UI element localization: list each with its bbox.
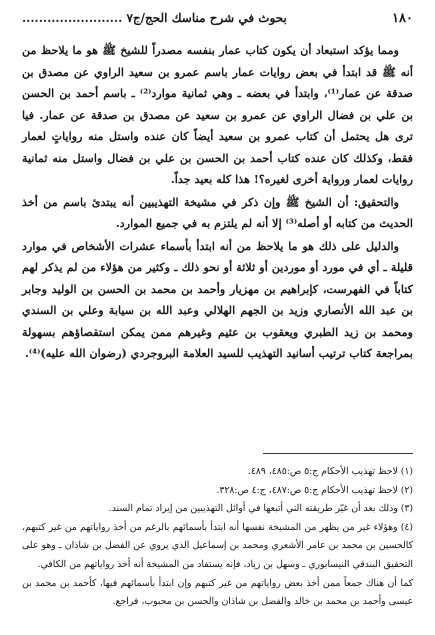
main-text xyxy=(22,40,413,365)
footnote: كما أن هناك جمعاً ممن أخذ بعض رواياتهم من غير كتبهم وإن ابتدأ بأسمائهم فيها، كأحمد بن محمد بن عيسى وأحمد بن محمد بن خالد والفضل بن شاذان والحسن بن محبوب، فراجع. xyxy=(22,577,413,608)
paragraph: والدليل على ذلك هو ما يلاحظ من أنه ابتدأ بأسماء عشرات الأشخاص في موارد قليلة ـ أي في مورد أو موردين أو ثلاثة أو نحو ذلك ـ وكثير من هؤلاء من لم يذكر لهم كتاباً في الفهرست، كإبراهيم بن مهزيار وأحمد بن محمد بن الحسن بن الوليد وجابر بن عبد الله الأنصاري وزيد بن الجهم الهلالي وعبد الله بن سيابة وعلي بن السندي ومحمد بن زيد الطبري ويعقوب بن عثيم وغيرهم ممن يمكن استقصاؤهم بسهولة بمراجعة كتاب ترتيب أسانيد التهذيب للسيد العلامة البروجردي (رضوان الله عليه)⁽⁴⁾. xyxy=(22,238,413,360)
page-number: ١٨٠ xyxy=(392,10,413,26)
footnote: (٤) وهؤلاء غير من يظهر من المشيخة نفسها أنه ابتدأ بأسمائهم بالرغم من أخذ رواياتهم من غير كتبهم، كالحسين بن محمد بن عامر الأشعري ومحمد بن إسماعيل الذي يروي عن الفضل بن شاذان ـ وهو على التحقيق البندقي النيسابوري ـ وسهل بن زياد، فإنه يستفاد من المشيخة أنه أخذ رواياتهم من الكافي. xyxy=(22,521,413,570)
footnote-separator xyxy=(263,453,413,454)
running-title: بحوث في شرح مناسك الحج/ج٧ ........................ xyxy=(22,11,287,25)
footnote: (٣) وذلك بعد أن غيّر طريقته التي أتبعها في أوائل التهذيبين من إيراد تمام السند. xyxy=(108,503,413,515)
paragraph: ومما يؤكد استبعاد أن يكون كتاب عمار بنفسه مصدراً للشيخ ﷺ هو ما يلاحظ من أنه ﷺ قد ابتدأ في بعض روايات عمار باسم عمرو بن سعيد الراوي عن مصدق بن صدقة عن عمار⁽¹⁾، وابتدأ في بعضه ـ وهي ثمانية موارد⁽²⁾ ـ باسم أحمد بن الحسن بن علي بن فضال الراوي عن عمرو بن سعيد عن مصدق بن صدقة عن عمار. فيا ترى هل يحتمل أن كتاب عمرو بن سعيد أيضاً كان عنده واستل منه رواياتٍ لعمار فقط، وكذلك كان عنده كتاب أحمد بن الحسن بن علي بن فضال واستل منه ثمانية روايات لعمار ورواية أخرى لغيره؟! هذا كله بعيد جداً. xyxy=(22,43,413,186)
paragraph: والتحقيق: أن الشيخ ﷺ وإن ذكر في مشيخة التهذيبين أنه يبتدئ باسم من أخذ الحديث من كتابه أو أصله⁽³⁾ إلا أنه لم يلتزم به في جميع الموارد. xyxy=(22,194,413,230)
footnote: (١) لاحظ تهذيب الأحكام ج:٥ ص:٤٨٥، ٤٨٩. xyxy=(247,466,413,477)
running-header xyxy=(22,9,413,27)
footnote: (٢) لاحظ تهذيب الأحكام ج:٥ ص:٤٨٧، ج:٤ ص:٣٢٨. xyxy=(216,484,413,496)
footnotes xyxy=(22,463,413,612)
book-page xyxy=(22,0,413,635)
